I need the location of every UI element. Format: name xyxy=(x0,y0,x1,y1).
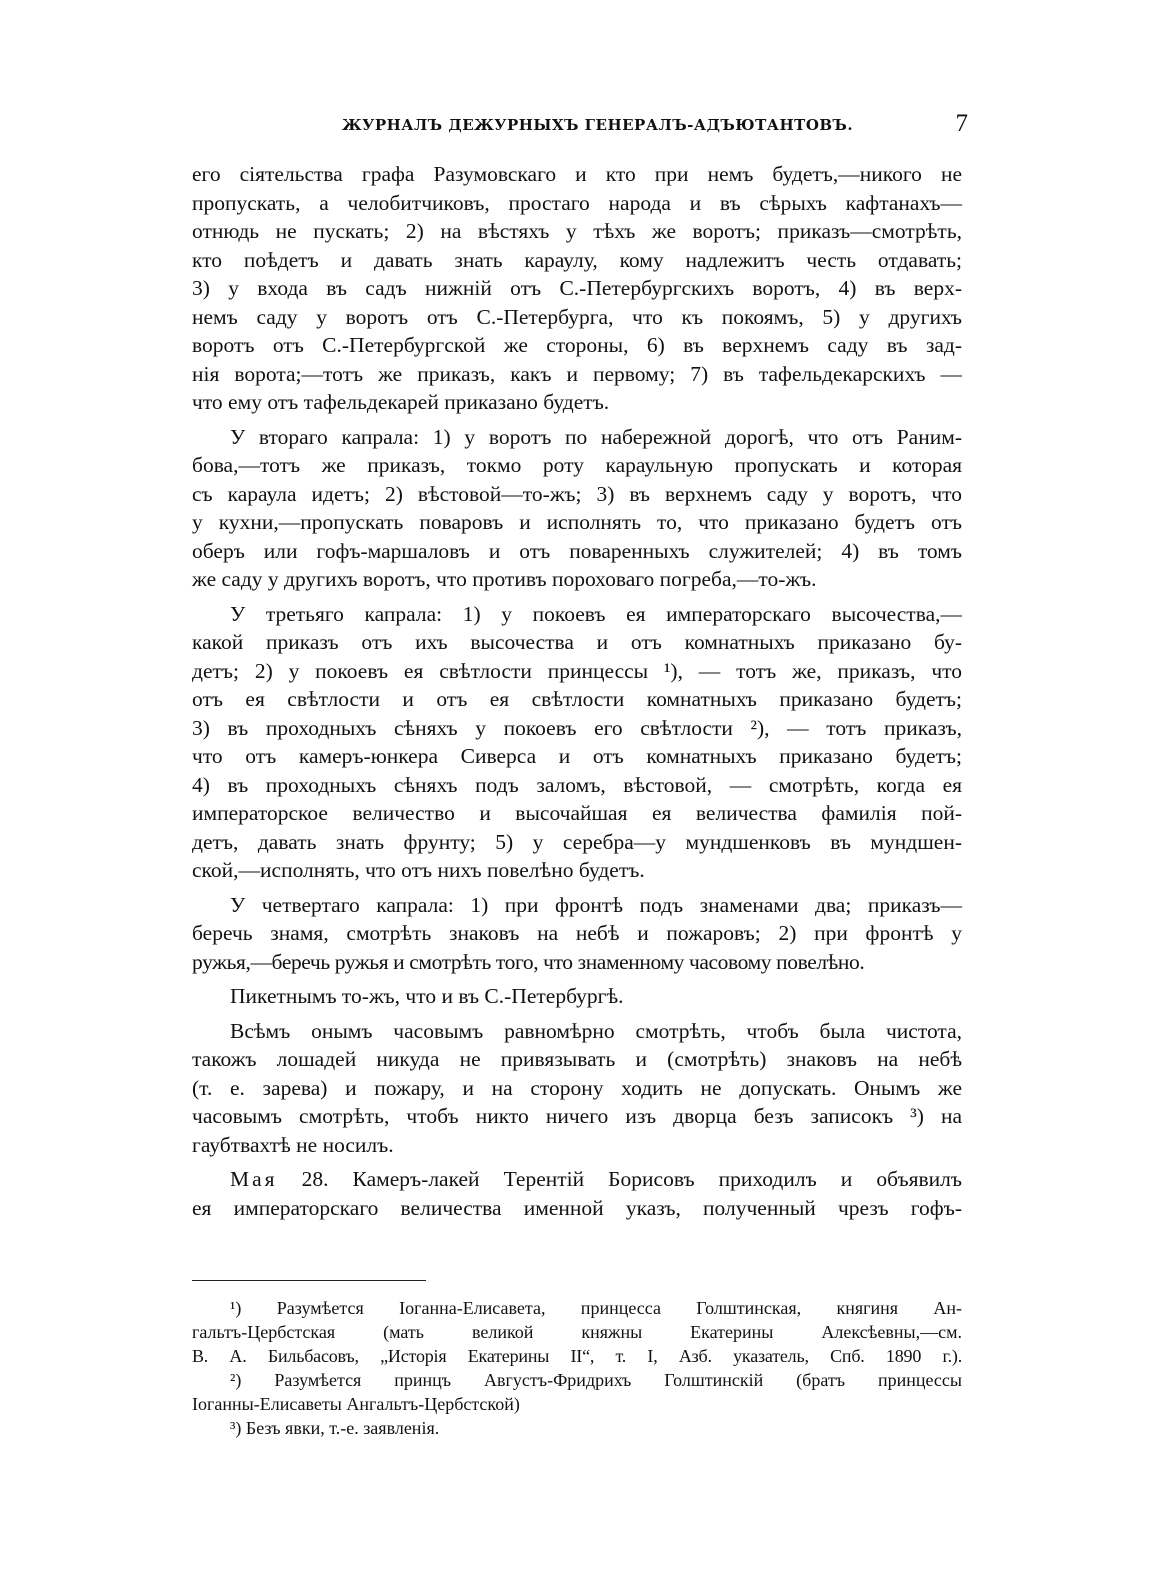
paragraph xyxy=(192,600,962,885)
text-line: съ караула идетъ; 2) вѣстовой—то-жъ; 3) въ верхнемъ саду у воротъ, что xyxy=(192,481,962,506)
text-line: гаубтвахтѣ не носилъ. xyxy=(192,1132,394,1157)
text-line: же саду у другихъ воротъ, что противъ пороховаго погреба,—то-жъ. xyxy=(192,567,817,591)
text-line: У втораго капрала: 1) у воротъ по набережной дорогѣ, что отъ Раним- xyxy=(230,424,962,449)
text-fragment: 28. Камеръ-лакей Терентій Борисовъ приходилъ и объявилъ xyxy=(277,1167,962,1191)
text-line: у кухни,—пропускать поваровъ и исполнять то, что приказано будетъ отъ xyxy=(192,510,962,534)
text-line: 3) въ проходныхъ сѣняхъ у покоевъ его свѣтлости ²), — тотъ приказъ, xyxy=(192,715,962,740)
footnote xyxy=(192,1416,962,1440)
footnote-divider xyxy=(192,1280,426,1281)
text-line: немъ саду у воротъ отъ С.-Петербурга, что къ покоямъ, 5) у другихъ xyxy=(192,304,962,329)
text-line: нія ворота;—тотъ же приказъ, какъ и первому; 7) въ тафельдекарскихъ — xyxy=(192,361,962,386)
text-line: оберъ или гофъ-маршаловъ и отъ поваренныхъ служителей; 4) въ томъ xyxy=(192,538,962,563)
text-line: ской,—исполнять, что отъ нихъ повелѣно будетъ. xyxy=(192,858,645,882)
footnote-line: ¹) Разумѣется Іоганна-Елисавета, принцесса Голштинская, княгиня Ан- xyxy=(230,1298,962,1318)
paragraph xyxy=(192,160,962,417)
text-line: У третьяго капрала: 1) у покоевъ ея императорскаго высочества,— xyxy=(230,601,962,626)
footnotes xyxy=(192,1296,962,1440)
footnote-line: В. А. Бильбасовъ, „Исторія Екатерины II“, т. I, Азб. указатель, Спб. 1890 г.). xyxy=(192,1346,962,1366)
text-line: отнюдь не пускать; 2) на вѣстяхъ у тѣхъ же воротъ; приказъ—смотрѣть, xyxy=(192,219,962,243)
footnote-line: ²) Разумѣется принцъ Августъ-Фридрихъ Голштинскій (братъ принцессы xyxy=(230,1370,962,1390)
text-line: 3) у входа въ садъ нижній отъ С.-Петербургскихъ воротъ, 4) въ верх- xyxy=(192,276,962,300)
text-line: императорское величество и высочайшая ея величества фамилія пой- xyxy=(192,801,962,825)
text-line: что отъ камеръ-юнкера Сиверса и отъ комнатныхъ приказано будетъ; xyxy=(192,744,962,768)
paragraph xyxy=(192,1017,962,1160)
text-line: пропускать, а челобитчиковъ, простаго народа и въ сѣрыхъ кафтанахъ— xyxy=(192,190,962,215)
footnote-line: Іоганны-Елисаветы Ангальтъ-Цербстской) xyxy=(192,1394,520,1414)
text-line: что ему отъ тафельдекарей приказано будетъ. xyxy=(192,390,610,414)
paragraph xyxy=(192,423,962,594)
footnote xyxy=(192,1296,962,1368)
text-line: 4) въ проходныхъ сѣняхъ подъ заломъ, вѣстовой, — смотрѣть, когда ея xyxy=(192,772,962,797)
text-line: детъ, давать знать фрунту; 5) у серебра—у мундшенковъ въ мундшен- xyxy=(192,829,962,854)
footnote-line: ³) Безъ явки, т.-е. заявленія. xyxy=(230,1418,440,1438)
text-line: ружья,—беречь ружья и смотрѣть того, что знаменному часовому повелѣно. xyxy=(192,949,865,974)
text-line: ея императорскаго величества именной указъ, полученный чрезъ гофъ- xyxy=(192,1195,962,1220)
page-header xyxy=(192,110,968,146)
text-line: беречь знамя, смотрѣть знаковъ на небѣ и пожаровъ; 2) при фронтѣ у xyxy=(192,921,962,945)
main-text xyxy=(192,160,962,1228)
text-line xyxy=(192,1165,962,1194)
text-line: его сіятельства графа Разумовскаго и кто при немъ будетъ,—никого не xyxy=(192,162,962,186)
text-line: У четвертаго капрала: 1) при фронтѣ подъ знаменами два; приказъ— xyxy=(230,892,962,917)
page-number: 7 xyxy=(955,110,968,137)
text-line: кто поѣдетъ и давать знать караулу, кому надлежитъ честь отдавать; xyxy=(192,247,962,272)
text-line: такожъ лошадей никуда не привязывать и (смотрѣть) знаковъ на небѣ xyxy=(192,1047,962,1071)
footnote-line: гальтъ-Цербстская (мать великой княжны Екатерины Алексѣевны,—см. xyxy=(192,1322,962,1342)
text-line: воротъ отъ С.-Петербургской же стороны, 6) въ верхнемъ саду въ зад- xyxy=(192,333,962,357)
text-line: детъ; 2) у покоевъ ея свѣтлости принцессы ¹), — тотъ же, приказъ, что xyxy=(192,658,962,683)
footnote xyxy=(192,1368,962,1416)
text-line: какой приказъ отъ ихъ высочества и отъ комнатныхъ приказано бу- xyxy=(192,630,962,654)
text-line: часовымъ смотрѣть, чтобъ никто ничего изъ дворца безъ записокъ ³) на xyxy=(192,1104,962,1128)
text-line: отъ ея свѣтлости и отъ ея свѣтлости комнатныхъ приказано будетъ; xyxy=(192,687,962,711)
text-line: бова,—тотъ же приказъ, токмо роту караульную пропускать и которая xyxy=(192,453,962,477)
running-title: ЖУРНАЛЪ ДЕЖУРНЫХЪ ГЕНЕРАЛЪ-АДЪЮТАНТОВЪ. xyxy=(342,116,854,134)
paragraph xyxy=(192,891,962,977)
text-line: Всѣмъ онымъ часовымъ равномѣрно смотрѣть, чтобъ была чистота, xyxy=(230,1018,962,1043)
paragraph xyxy=(192,982,962,1011)
text-line: Пикетнымъ то-жъ, что и въ С.-Петербургѣ. xyxy=(230,984,624,1008)
date-lead: Мая xyxy=(230,1167,278,1191)
text-line: (т. е. зарева) и пожару, и на сторону ходить не допускать. Онымъ же xyxy=(192,1075,962,1100)
paragraph xyxy=(192,1165,962,1222)
